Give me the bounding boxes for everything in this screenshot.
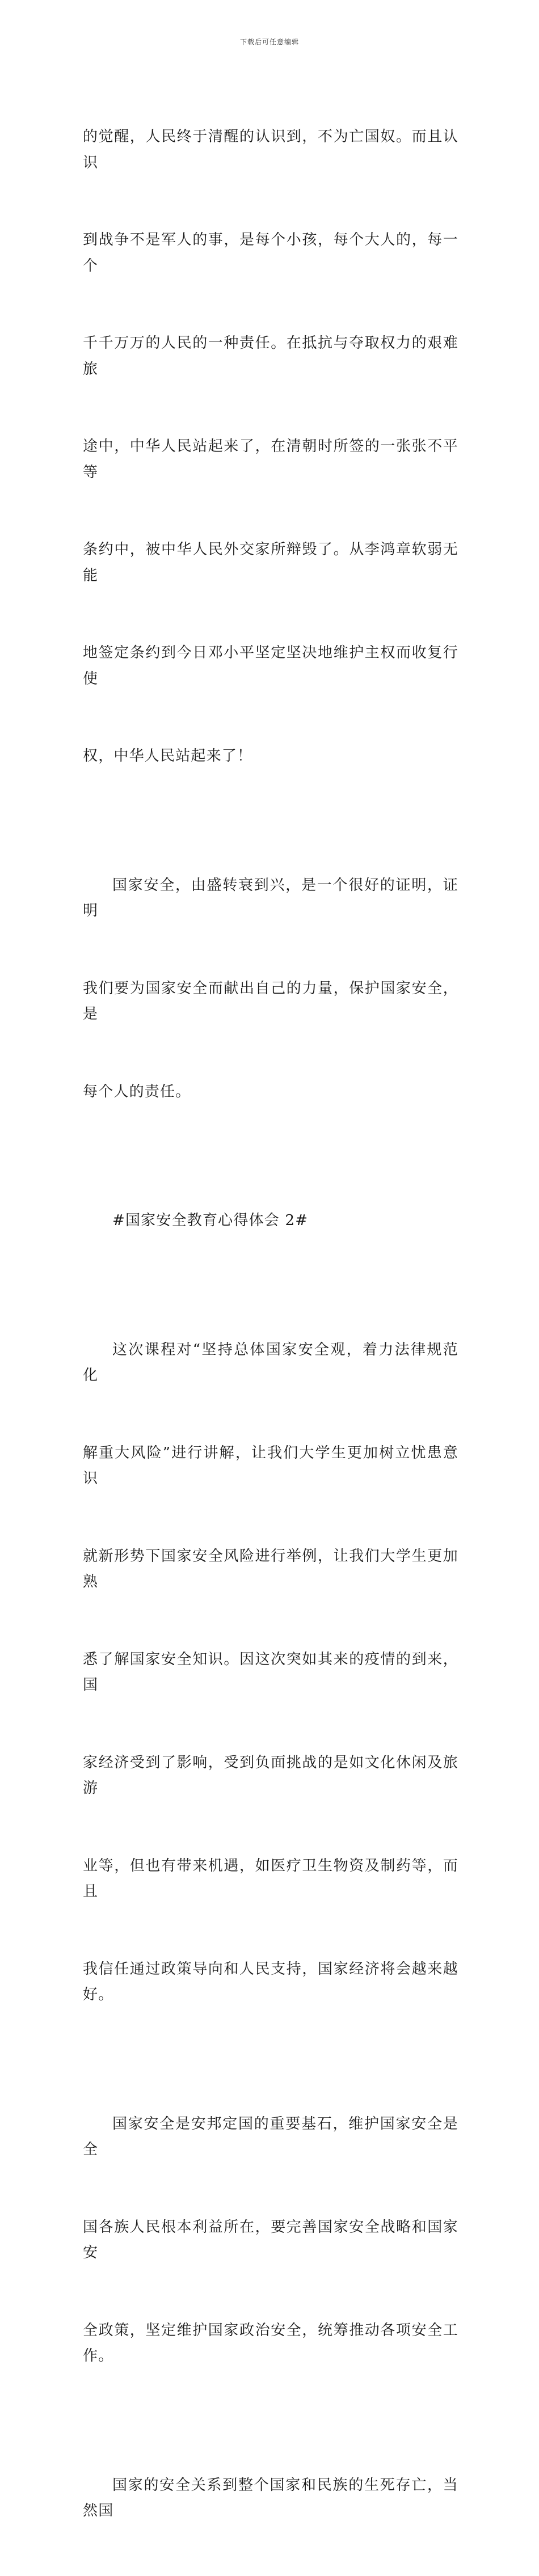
text-line: 千千万万的人民的一种责任。在抵抗与夺取权力的艰难旅 <box>83 335 458 378</box>
text-line: 国家安全，由盛转衰到兴，是一个很好的证明，证明 <box>83 876 458 919</box>
text-line: 我们要为国家安全而献出自己的力量，保护国家安全，是 <box>83 979 458 1023</box>
text-line: 到战争不是军人的事，是每个小孩，每个大人的，每一个 <box>83 231 458 275</box>
text-line: 国家安全是安邦定国的重要基石，维护国家安全是全 <box>83 2115 458 2158</box>
text-line: 条约中，被中华人民外交家所辩毁了。从李鸿章软弱无能 <box>83 541 458 584</box>
text-line: 这次课程对“坚持总体国家安全观，着力法律规范化 <box>83 1341 458 1384</box>
text-line: 国各族人民根本利益所在，要完善国家安全战略和国家安 <box>83 2218 458 2261</box>
text-line: 悉了解国家安全知识。因这次突如其来的疫情的到来，国 <box>83 1650 458 1694</box>
paragraph-1 <box>83 73 458 821</box>
paragraph-4 <box>83 1286 458 2060</box>
document-body <box>83 73 458 2576</box>
heading-text: #国家安全教育心得体会 2# <box>112 1212 309 1229</box>
paragraph-5 <box>83 2060 458 2421</box>
text-line: 解重大风险”进行讲解，让我们大学生更加树立忧患意识 <box>83 1444 458 1487</box>
paragraph-2 <box>83 821 458 1157</box>
text-line: 途中，中华人民站起来了，在清朝时所签的一张张不平等 <box>83 438 458 481</box>
text-line: 业等，但也有带来机遇，如医疗卫生物资及制药等，而且 <box>83 1857 458 1900</box>
page-header: 下载后可任意编辑 <box>239 38 299 46</box>
text-line: 我信任通过政策导向和人民支持，国家经济将会越来越好。 <box>83 1960 458 2003</box>
text-line: 的觉醒，人民终于清醒的认识到，不为亡国奴。而且认识 <box>83 128 458 171</box>
text-line: 国家的安全关系到整个国家和民族的生死存亡，当然国 <box>83 2476 458 2519</box>
text-line: 每个人的责任。 <box>83 1083 191 1100</box>
text-line: 地签定条约到今日邓小平坚定坚决地维护主权而收复行使 <box>83 644 458 687</box>
text-line: 权，中华人民站起来了！ <box>83 748 253 765</box>
section-heading <box>83 1156 458 1286</box>
text-line: 家经济受到了影响，受到负面挑战的是如文化休闲及旅游 <box>83 1754 458 1797</box>
text-line: 就新形势下国家安全风险进行举例，让我们大学生更加熟 <box>83 1547 458 1590</box>
text-line: 全政策，坚定维护国家政治安全，统筹推动各项安全工作。 <box>83 2321 458 2364</box>
paragraph-6 <box>83 2421 458 2576</box>
